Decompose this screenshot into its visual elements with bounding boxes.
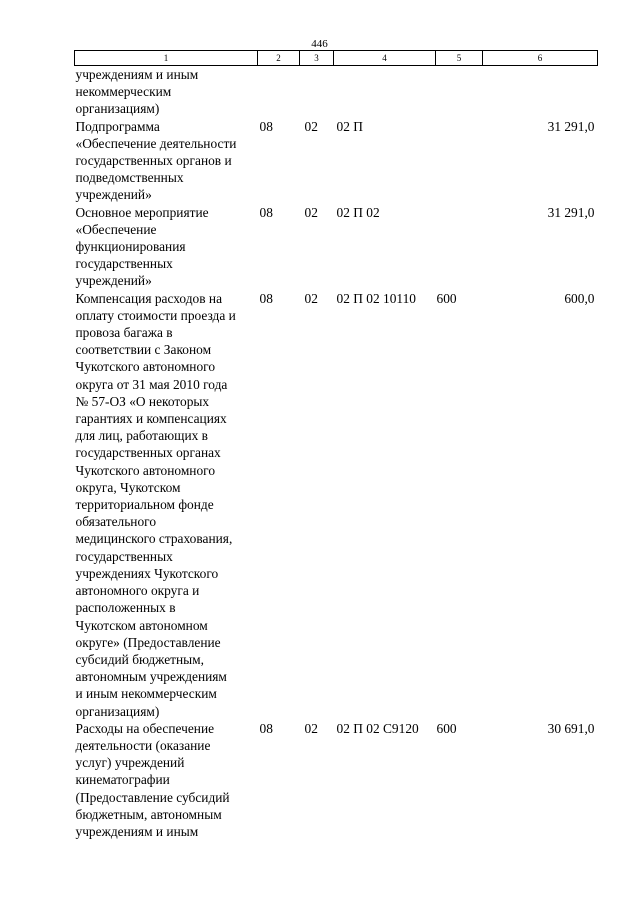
column-header-1: 1: [75, 51, 258, 66]
row-name: Основное мероприятие «Обеспечение функционирования государственных учреждений»: [75, 204, 209, 289]
row-name: Расходы на обеспечение деятельности (оказание услуг) учреждений кинематографии (Предоставление субсидий бюджетным, автономным учреждениям и иным: [75, 720, 230, 839]
row-amount: 30 691,0: [547, 720, 595, 736]
row-section: [258, 66, 300, 118]
row-amount: 600,0: [564, 290, 595, 306]
row-section: 08: [259, 720, 273, 736]
column-header-5: 5: [436, 51, 483, 66]
row-amount: 31 291,0: [547, 118, 595, 134]
row-name: Компенсация расходов на оплату стоимости проезда и провоза багажа в соответствии с Законом Чукотского автономного округа от 31 мая 2010 года № 57-ОЗ «О некоторых гарантиях и компенсациях для лиц, работающих в государственных органах Чукотского автономного округа, Чукотском территориальном фонде обязательного медицинского страхования, государственных учреждениях Чукотского автономного округа и расположенных в Чукотском автономном округе» (Предоставление субсидий бюджетным, автономным учреждениям и иным некоммерческим организациям): [75, 290, 236, 719]
table-row: [75, 720, 598, 840]
row-subsection: 02: [304, 720, 318, 736]
row-target-article: 02 П 02: [336, 204, 380, 220]
row-expense-type: [436, 66, 483, 118]
row-subsection: 02: [304, 118, 318, 134]
row-expense-type: 600: [436, 720, 457, 736]
row-section: 08: [259, 290, 273, 306]
row-subsection: [300, 66, 334, 118]
row-subsection: 02: [304, 290, 318, 306]
column-header-3: 3: [300, 51, 334, 66]
row-name: учреждениям и иным некоммерческим организациям): [75, 67, 199, 117]
column-header-2: 2: [258, 51, 300, 66]
column-header-6: 6: [483, 51, 598, 66]
page-number: 446: [311, 38, 328, 50]
table-row: [75, 66, 598, 118]
table-row: [75, 290, 598, 720]
row-amount: 31 291,0: [547, 204, 595, 220]
row-target-article: 02 П 02 10110: [336, 290, 416, 306]
row-expense-type: 600: [436, 290, 457, 306]
row-name: Подпрограмма «Обеспечение деятельности государственных органов и подведомственных учреждений»: [75, 118, 237, 203]
table-row: [75, 204, 598, 290]
column-header-4: 4: [334, 51, 436, 66]
row-target-article: [334, 66, 436, 118]
row-amount: [483, 66, 598, 118]
row-section: 08: [259, 204, 273, 220]
row-expense-type: [436, 204, 483, 290]
row-subsection: 02: [304, 204, 318, 220]
table-row: [75, 118, 598, 204]
budget-table: [74, 50, 598, 840]
row-target-article: 02 П 02 С9120: [336, 720, 419, 736]
row-expense-type: [436, 118, 483, 204]
column-number-header-row: [75, 51, 598, 66]
row-target-article: 02 П: [336, 118, 363, 134]
row-section: 08: [259, 118, 273, 134]
